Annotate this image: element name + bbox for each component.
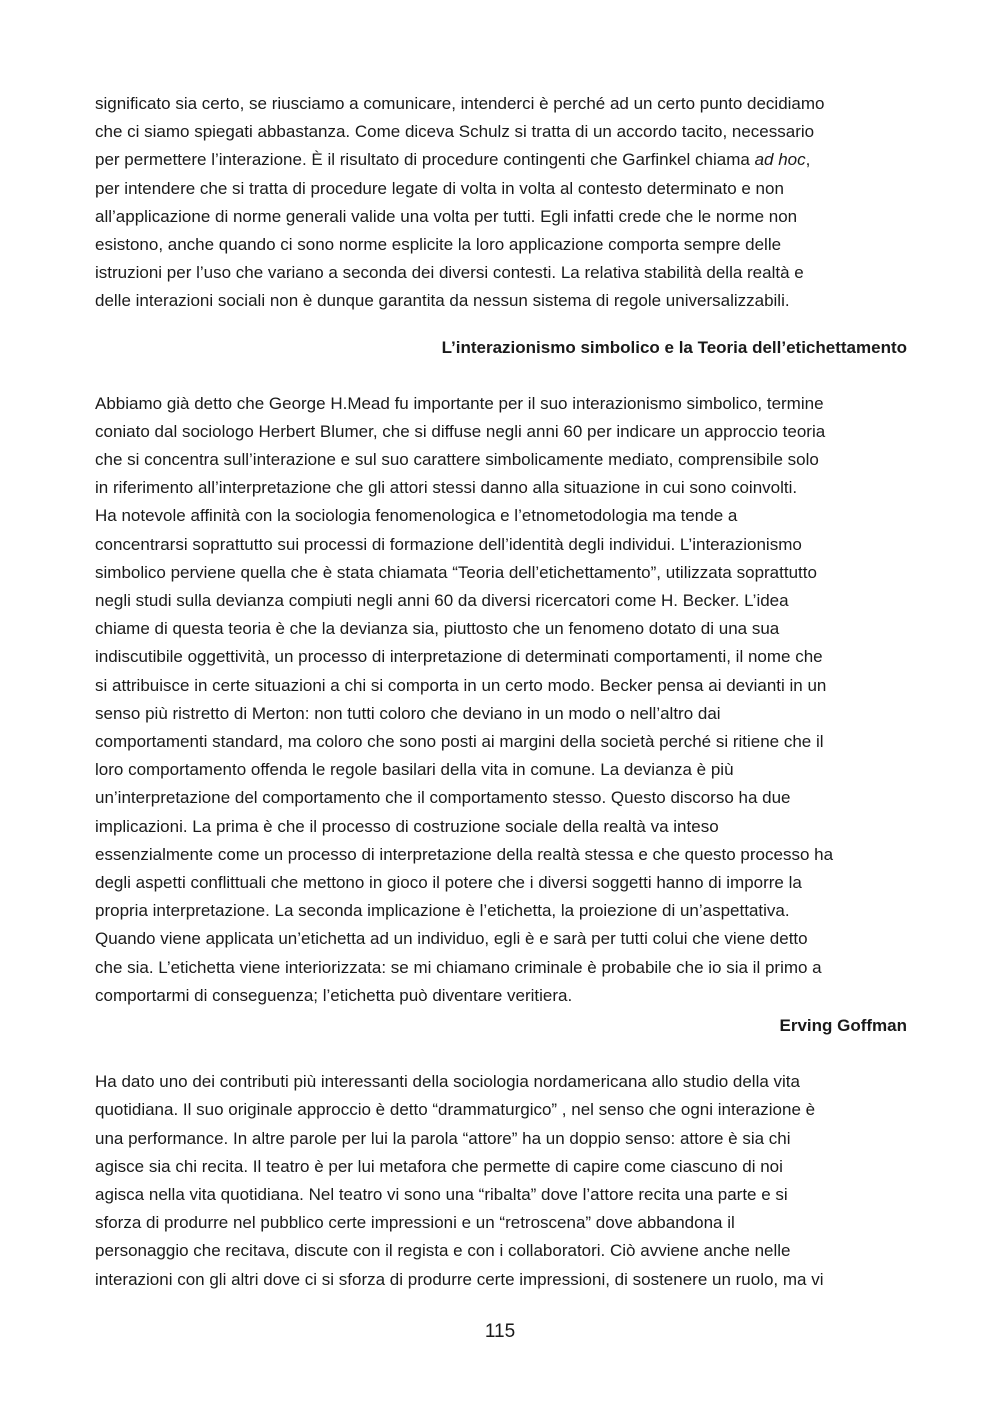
paragraph-line: si attribuisce in certe situazioni a chi si comporta in un certo modo. Becker pensa ai devianti in un bbox=[95, 675, 827, 695]
paragraph-line: implicazioni. La prima è che il processo di costruzione sociale della realtà va inteso bbox=[95, 816, 719, 836]
document-page bbox=[95, 90, 907, 1294]
paragraph-line: che sia. L’etichetta viene interiorizzata: se mi chiamano criminale è probabile che io sia il primo a bbox=[95, 957, 822, 977]
paragraph-line: senso più ristretto di Merton: non tutti coloro che deviano in un modo o nell’altro dai bbox=[95, 703, 721, 723]
paragraph-line: istruzioni per l’uso che variano a seconda dei diversi contesti. La relativa stabilità della realtà e bbox=[95, 263, 804, 283]
paragraph-line: propria interpretazione. La seconda implicazione è l’etichetta, la proiezione di un’aspettativa. bbox=[95, 901, 790, 921]
paragraph-line: una performance. In altre parole per lui la parola “attore” ha un doppio senso: attore è sia chi bbox=[95, 1128, 791, 1148]
section2-paragraph bbox=[95, 1068, 907, 1294]
paragraph-line: sforza di produrre nel pubblico certe impressioni e un “retroscena” dove abbandona il bbox=[95, 1213, 735, 1233]
paragraph-line: significato sia certo, se riusciamo a comunicare, intenderci è perché ad un certo punto decidiamo bbox=[95, 94, 825, 113]
italic-term: ad hoc bbox=[754, 150, 806, 170]
paragraph-line: Ha dato uno dei contributi più interessanti della sociologia nordamericana allo studio della vita bbox=[95, 1072, 800, 1092]
paragraph-line: chiame di questa teoria è che la devianza sia, piuttosto che un fenomeno dotato di una sua bbox=[95, 619, 780, 639]
paragraph-line: Ha notevole affinità con la sociologia fenomenologica e l’etnometodologia ma tende a bbox=[95, 506, 738, 526]
paragraph-line: che si concentra sull’interazione e sul suo carattere simbolicamente mediato, comprensibile solo bbox=[95, 450, 819, 470]
paragraph-line: loro comportamento offenda le regole basilari della vita in comune. La devianza è più bbox=[95, 760, 734, 780]
section-heading-interazionismo: L’interazionismo simbolico e la Teoria dell’etichettamento bbox=[441, 337, 907, 357]
paragraph-line: coniato dal sociologo Herbert Blumer, che si diffuse negli anni 60 per indicare un approccio teoria bbox=[95, 421, 826, 441]
paragraph-line: Abbiamo già detto che George H.Mead fu importante per il suo interazionismo simbolico, termine bbox=[95, 393, 824, 413]
paragraph-line: interazioni con gli altri dove ci si sforza di produrre certe impressioni, di sostenere un ruolo, ma vi bbox=[95, 1269, 824, 1289]
section-heading-goffman: Erving Goffman bbox=[779, 1016, 907, 1036]
paragraph-line: personaggio che recitava, discute con il regista e con i collaboratori. Ciò avviene anche nelle bbox=[95, 1241, 791, 1261]
paragraph-line: agisce sia chi recita. Il teatro è per lui metafora che permette di capire come ciascuno di noi bbox=[95, 1156, 783, 1176]
paragraph-line: indiscutibile oggettività, un processo di interpretazione di determinati comportamenti, il nome che bbox=[95, 647, 823, 667]
page-number: 115 bbox=[484, 1321, 516, 1342]
paragraph-line: concentrarsi soprattutto sui processi di formazione dell’identità degli individui. L’interazionismo bbox=[95, 534, 802, 554]
paragraph-line: degli aspetti conflittuali che mettono in gioco il potere che i diversi soggetti hanno di imporre la bbox=[95, 873, 802, 893]
paragraph-line: un’interpretazione del comportamento che il comportamento stesso. Questo discorso ha due bbox=[95, 788, 791, 808]
paragraph-line: comportarmi di conseguenza; l’etichetta può diventare veritiera. bbox=[95, 985, 573, 1005]
paragraph-line: esistono, anche quando ci sono norme esplicite la loro applicazione comporta sempre delle bbox=[95, 235, 782, 255]
paragraph-line: negli studi sulla devianza compiuti negli anni 60 da diversi ricercatori come H. Becker. L’idea bbox=[95, 591, 789, 611]
paragraph-line bbox=[95, 146, 907, 174]
punctuation: , bbox=[805, 150, 811, 170]
paragraph-line: Quando viene applicata un’etichetta ad un individuo, egli è e sarà per tutti colui che viene detto bbox=[95, 929, 808, 949]
paragraph-line: per intendere che si tratta di procedure legate di volta in volta al contesto determinato e non bbox=[95, 178, 784, 198]
intro-paragraph bbox=[95, 90, 907, 316]
paragraph-line: che ci siamo spiegati abbastanza. Come diceva Schulz si tratta di un accordo tacito, necessario bbox=[95, 122, 815, 142]
paragraph-line: in riferimento all’interpretazione che gli attori stessi danno alla situazione in cui sono coinvolti. bbox=[95, 478, 798, 498]
paragraph-line-text: per permettere l’interazione. È il risultato di procedure contingenti che Garfinkel chiama bbox=[95, 150, 755, 170]
paragraph-line: agisca nella vita quotidiana. Nel teatro vi sono una “ribalta” dove l’attore recita una parte e si bbox=[95, 1184, 788, 1204]
paragraph-line: delle interazioni sociali non è dunque garantita da nessun sistema di regole universalizzabili. bbox=[95, 291, 790, 311]
paragraph-line: simbolico perviene quella che è stata chiamata “Teoria dell’etichettamento”, utilizzata soprattutto bbox=[95, 562, 817, 582]
paragraph-line: quotidiana. Il suo originale approccio è detto “drammaturgico” , nel senso che ogni interazione è bbox=[95, 1100, 816, 1120]
section1-paragraph bbox=[95, 390, 907, 1010]
paragraph-line: comportamenti standard, ma coloro che sono posti ai margini della società perché si ritiene che il bbox=[95, 732, 824, 752]
paragraph-line: essenzialmente come un processo di interpretazione della realtà stessa e che questo processo ha bbox=[95, 844, 834, 864]
paragraph-line: all’applicazione di norme generali valide una volta per tutti. Egli infatti crede che le norme non bbox=[95, 206, 798, 226]
